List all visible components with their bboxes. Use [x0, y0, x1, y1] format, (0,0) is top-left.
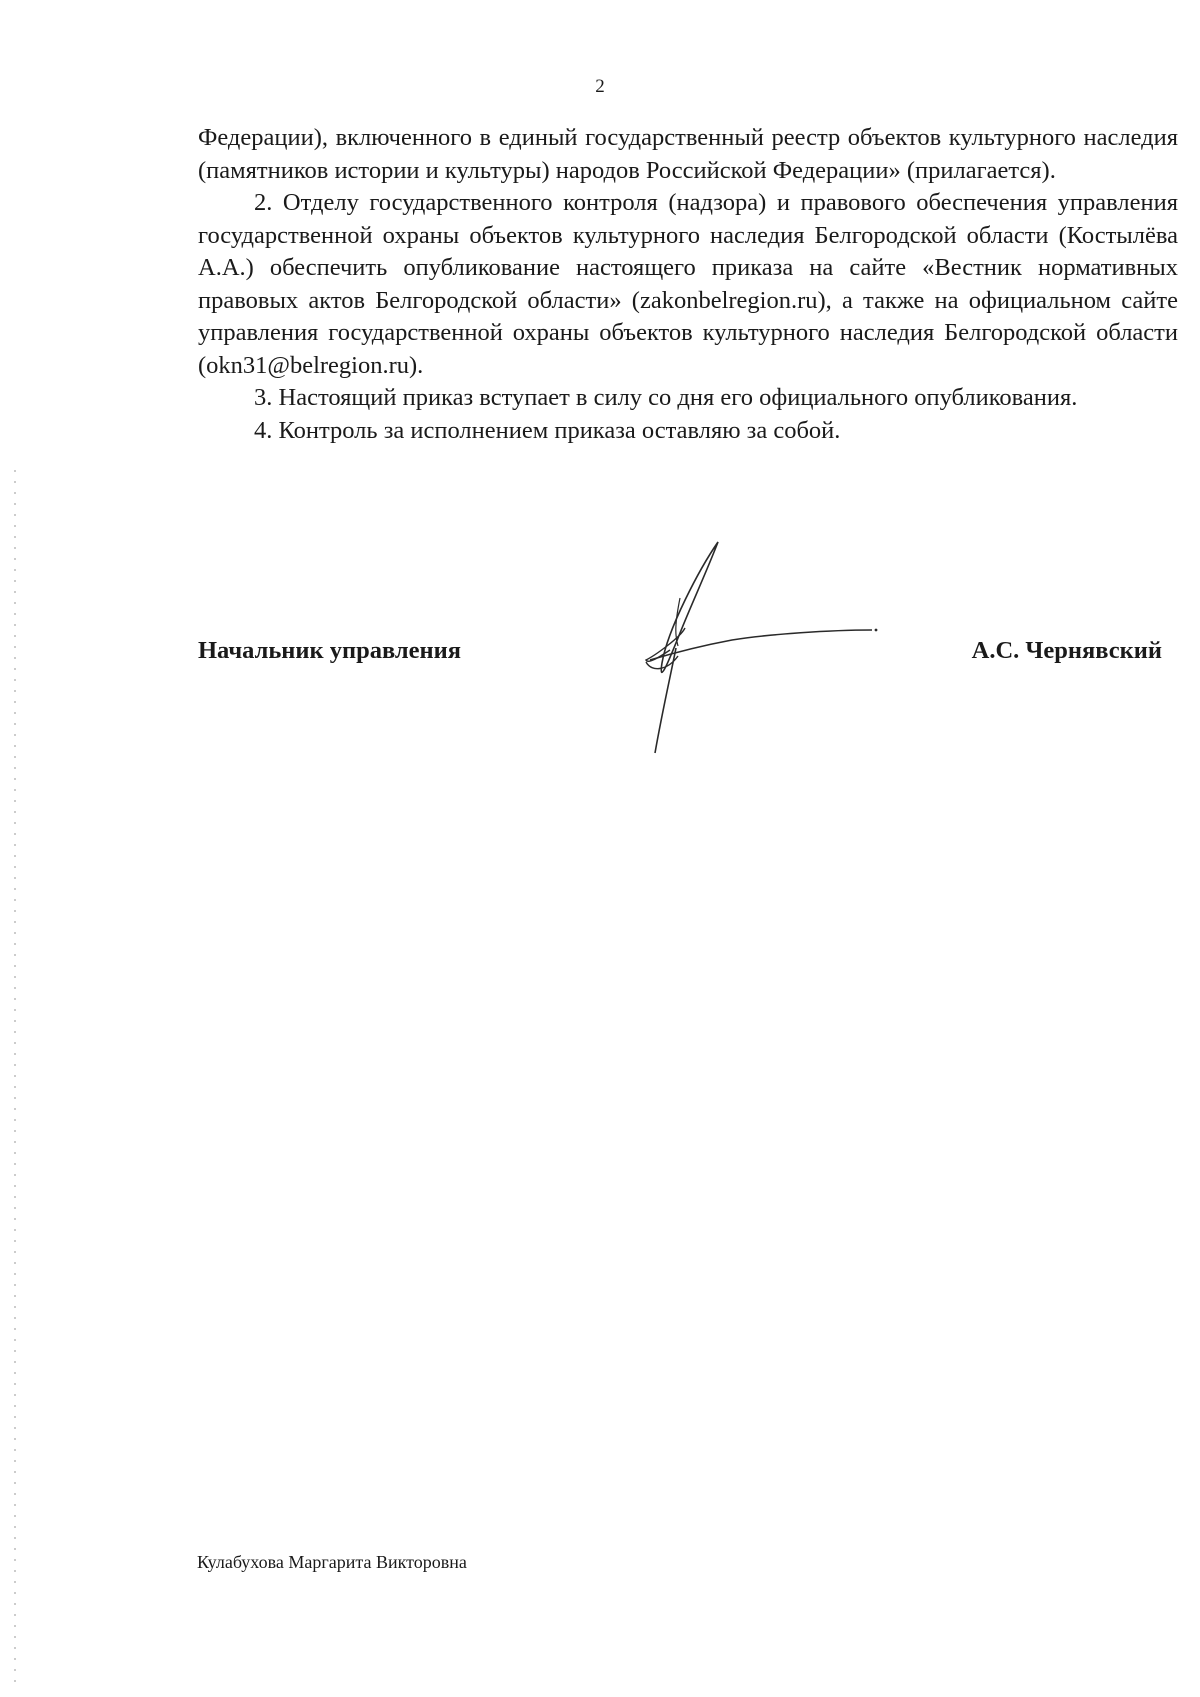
- paragraph-item-2: 2. Отделу государственного контроля (надзора) и правового обеспечения управления государственной охраны объектов культурного наследия Белгородской области (Костылёва А.А.) обеспечить опубликование настоящего приказа на сайте «Вестник нормативных правовых актов Белгородской области» (zakonbelregion.ru), а также на официальном сайте управления государственной охраны объектов культурного наследия Белгородской области (okn31@belregion.ru).: [198, 189, 1178, 379]
- paragraph-item-4: 4. Контроль за исполнением приказа оставляю за собой.: [254, 416, 841, 444]
- paragraph-item-3: 3. Настоящий приказ вступает в силу со дня его официального опубликования.: [254, 384, 1078, 411]
- executor-name: Кулабухова Маргарита Викторовна: [197, 1552, 467, 1572]
- page-number: 2: [595, 76, 605, 97]
- signatory-name: А.С. Чернявский: [971, 637, 1162, 664]
- handwritten-signature: [640, 538, 890, 768]
- signatory-position: Начальник управления: [198, 637, 462, 664]
- paragraph-continuation: Федерации), включенного в единый государственный реестр объектов культурного наследия (памятников истории и культуры) народов Российской Федерации» (прилагается).: [198, 124, 1178, 184]
- document-body: [198, 122, 1178, 447]
- scan-margin-artifact: [13, 470, 17, 1690]
